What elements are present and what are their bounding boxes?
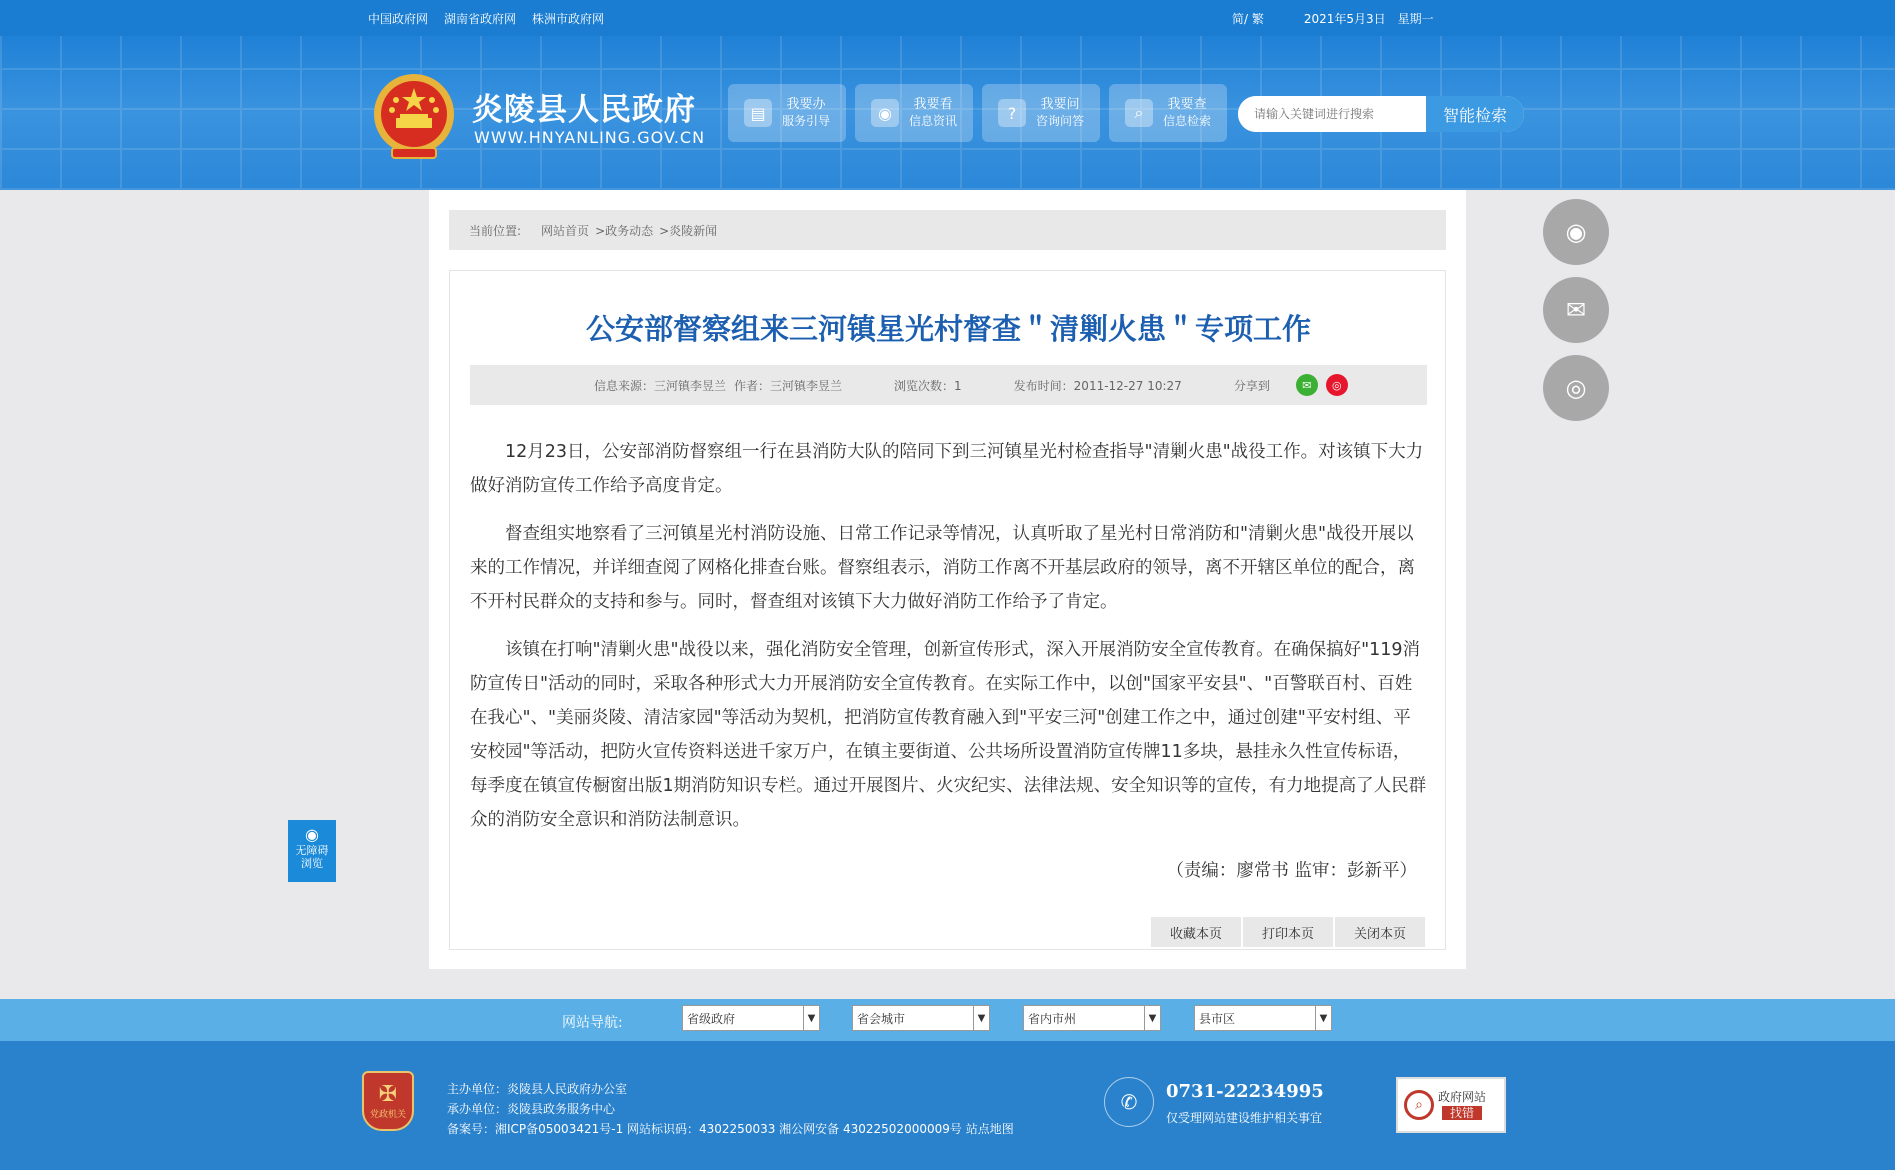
footer-phone: 0731-22234995 [1166, 1081, 1324, 1102]
breadcrumb-news[interactable]: >政务动态 [595, 223, 654, 238]
site-nav-strip [0, 999, 1895, 1041]
article-paragraph: 该镇在打响"清剿火患"战役以来，强化消防安全管理，创新宣传形式，深入开展消防安全宣传教育。在确保搞好"119消防宣传日"活动的同时，采取各种形式大力开展消防安全宣传教育。在实际工作中，以创"国家平安县"、"百警联百村、百姓在我心"、"美丽炎陵、清洁家园"等活动为契机，把消防宣传教育融入到"平安三河"创建工作之中，通过创建"平安村组、平安校园"等活动，把防火宣传资料送进千家万户，在镇主要街道、公共场所设置消防宣传牌11多块，悬挂永久性宣传标语，每季度在镇宣传橱窗出版1期消防知识专栏。通过开展图片、火灾纪实、法律法规、安全知识等的宣传，有力地提高了人民群众的消防安全意识和消防法制意识。 [470, 640, 1427, 830]
site-footer [0, 1041, 1895, 1170]
chevron-down-icon: ▼ [1315, 1006, 1331, 1030]
print-page-button[interactable]: 打印本页 [1243, 917, 1333, 947]
eye-icon: ◉ [1565, 218, 1587, 246]
service-guide-line2: 服务引导 [782, 114, 831, 128]
side-view-button[interactable] [1543, 199, 1609, 265]
consult-qa-line1: 我要问 [1040, 97, 1080, 112]
side-wechat-button[interactable] [1543, 277, 1609, 343]
chevron-down-icon: ▼ [973, 1006, 989, 1030]
info-search-line1: 我要查 [1167, 97, 1207, 112]
capital-city-select[interactable] [852, 1005, 990, 1031]
lang-switch[interactable]: 简/ 繁 [1232, 12, 1264, 26]
county-select[interactable] [1194, 1005, 1332, 1031]
weibo-icon[interactable]: ◎ [1326, 374, 1348, 396]
consult-qa-button[interactable] [982, 84, 1100, 142]
site-title[interactable]: 炎陵县人民政府 [472, 92, 696, 128]
article-paragraph: 12月23日，公安部消防督察组一行在县消防大队的陪同下到三河镇星光村检查指导"清剿火患"战役工作。对该镇下大力做好消防宣传工作给予高度肯定。 [470, 442, 1424, 496]
badge-text: 党政机关 [369, 1110, 406, 1120]
date-text: 2021年5月3日 [1303, 12, 1386, 26]
phone-icon: ✆ [1104, 1077, 1154, 1127]
province-gov-value: 省级政府 [687, 1011, 736, 1026]
weekday-text: 星期一 [1397, 12, 1434, 26]
wechat-icon: ✉ [1565, 296, 1587, 324]
breadcrumb [449, 210, 1446, 250]
consult-qa-line2: 咨询问答 [1036, 114, 1085, 128]
search-icon: ⌕ [1125, 99, 1153, 127]
city-prefecture-value: 省内市州 [1028, 1011, 1077, 1026]
top-right [1232, 10, 1434, 27]
article-actions [1151, 917, 1425, 947]
site-header [0, 36, 1895, 190]
close-page-button[interactable]: 关闭本页 [1335, 917, 1425, 947]
accessibility-line2: 浏览 [301, 857, 323, 870]
info-news-line2: 信息资讯 [909, 114, 958, 128]
main-content [429, 190, 1466, 969]
top-link-gov[interactable]: 中国政府网 [368, 12, 429, 26]
breadcrumb-yanling-news[interactable]: >炎陵新闻 [659, 223, 718, 238]
chevron-down-icon: ▼ [803, 1006, 819, 1030]
meta-views: 浏览次数：1 [894, 378, 962, 393]
footer-info [447, 1079, 1014, 1139]
party-gov-badge[interactable] [362, 1071, 414, 1131]
site-nav-label: 网站导航: [562, 1015, 623, 1031]
top-link-zhuzhou[interactable]: 株洲市政府网 [532, 12, 605, 26]
breadcrumb-home[interactable]: 网站首页 [541, 223, 590, 238]
article-body [470, 435, 1427, 851]
chevron-down-icon: ▼ [1144, 1006, 1160, 1030]
city-prefecture-select[interactable] [1023, 1005, 1161, 1031]
footer-host: 主办单位：炎陵县人民政府办公室 [447, 1082, 628, 1096]
search-box [1238, 96, 1524, 132]
favorite-page-button[interactable]: 收藏本页 [1151, 917, 1241, 947]
article-paragraph: 督查组实地察看了三河镇星光村消防设施、日常工作记录等情况，认真听取了星光村日常消防和"清剿火患"战役开展以来的工作情况，并详细查阅了网格化排查台账。督察组表示，消防工作离不开基层政府的领导，离不开辖区单位的配合，离不开村民群众的支持和参与。同时，督查组对该镇下大力做好消防工作给予了肯定。 [470, 524, 1415, 612]
breadcrumb-label: 当前位置: [469, 223, 522, 238]
magnifier-icon: ⌕ [1404, 1090, 1434, 1120]
report-error-line2: 找错 [1442, 1106, 1482, 1120]
service-guide-button[interactable] [728, 84, 846, 142]
accessibility-button[interactable] [288, 820, 336, 882]
article-editor: （责编：廖常书 监审：彭新平） [1166, 861, 1417, 881]
meta-source: 信息来源：三河镇李昱兰 [594, 378, 727, 393]
meta-author: 作者：三河镇李昱兰 [734, 378, 843, 393]
party-gov-emblem-icon: ✠ [378, 1082, 398, 1107]
weibo-icon: ◎ [1565, 374, 1587, 402]
article [449, 270, 1446, 950]
footer-record[interactable]: 备案号：湘ICP备05003421号-1 网站标识码：4302250033 湘公网安备 43022502000009号 站点地图 [447, 1122, 1014, 1136]
top-link-hunan[interactable]: 湖南省政府网 [444, 12, 517, 26]
wechat-icon[interactable]: ✉ [1296, 374, 1318, 396]
national-emblem-icon[interactable] [366, 68, 462, 168]
capital-city-value: 省会城市 [857, 1011, 906, 1026]
province-gov-select[interactable] [682, 1005, 820, 1031]
article-meta [470, 365, 1427, 405]
info-news-button[interactable] [855, 84, 973, 142]
meta-published: 发布时间：2011-12-27 10:27 [1013, 378, 1182, 393]
article-title: 公安部督察组来三河镇星光村督查＂清剿火患＂专项工作 [585, 312, 1311, 346]
top-bar [0, 0, 1895, 36]
eye-icon: ◉ [871, 99, 899, 127]
top-links [368, 10, 604, 27]
accessibility-line1: 无障碍 [295, 844, 329, 857]
question-icon: ? [998, 99, 1026, 127]
info-search-line2: 信息检索 [1163, 114, 1212, 128]
report-error-line1: 政府网站 [1438, 1090, 1487, 1104]
site-domain: WWW.HNYANLING.GOV.CN [474, 128, 706, 147]
service-guide-line1: 我要办 [786, 97, 826, 112]
search-input[interactable] [1238, 96, 1426, 132]
meta-share-label: 分享到 [1233, 378, 1270, 393]
eye-icon: ◉ [305, 825, 319, 844]
county-value: 县市区 [1199, 1011, 1236, 1026]
footer-organizer: 承办单位：炎陵县政务服务中心 [447, 1102, 616, 1116]
info-news-line1: 我要看 [913, 97, 953, 112]
document-icon: ▤ [744, 99, 772, 127]
info-search-button[interactable] [1109, 84, 1227, 142]
footer-phone-note: 仅受理网站建设维护相关事宜 [1166, 1111, 1323, 1125]
side-weibo-button[interactable] [1543, 355, 1609, 421]
smart-search-button[interactable]: 智能检索 [1426, 96, 1524, 132]
report-error-button[interactable] [1396, 1077, 1506, 1133]
